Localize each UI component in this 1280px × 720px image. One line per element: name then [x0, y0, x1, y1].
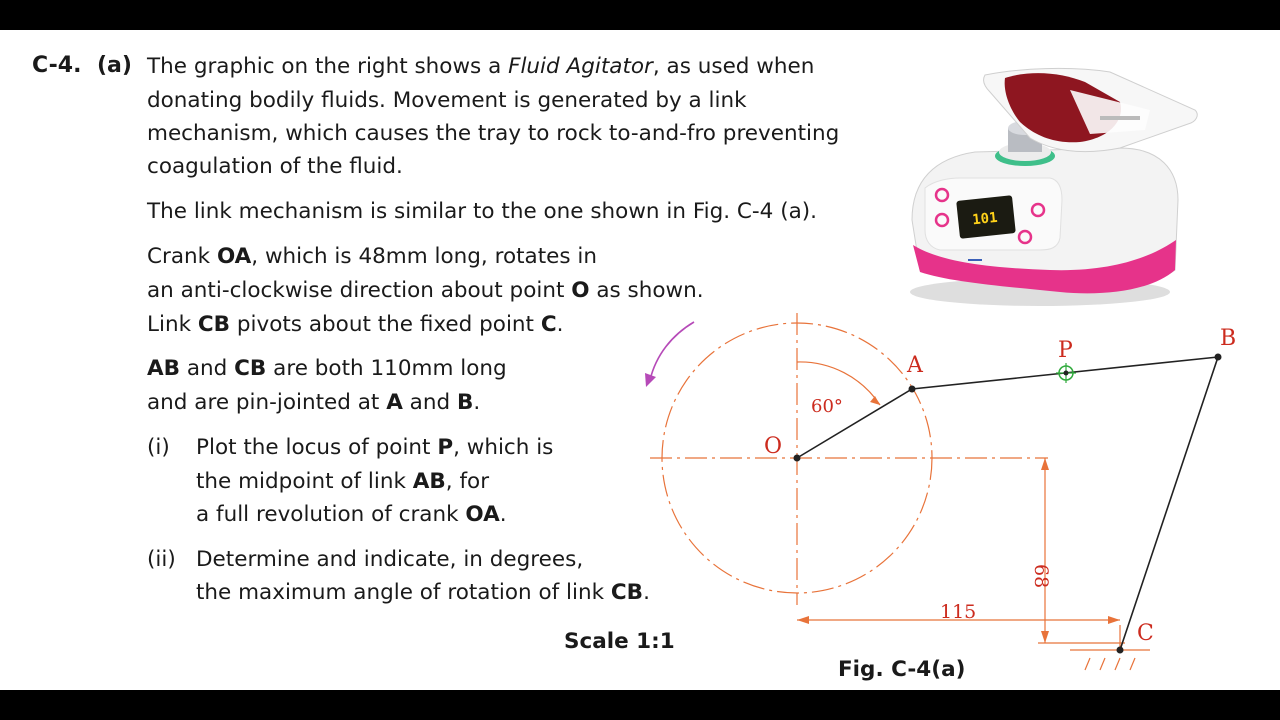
crank-line-1: Crank OA, which is 48mm long, rotates in: [147, 244, 598, 269]
label-a: A: [907, 353, 923, 378]
device-display-value: 101: [971, 209, 999, 229]
part-i-line-1: Plot the locus of point P, which is: [196, 435, 554, 460]
part-ii-number: (ii): [147, 547, 176, 572]
links-line-1: AB and CB are both 110mm long: [147, 356, 507, 381]
dim-label-115: 115: [940, 601, 977, 623]
scale-label: Scale 1:1: [564, 629, 675, 654]
dim-label-68: 68: [1030, 564, 1052, 589]
letterbox-top: [0, 0, 1280, 30]
question-number: C-4.: [32, 53, 82, 78]
crank-line-3: Link CB pivots about the fixed point C.: [147, 312, 564, 337]
point-b: [1215, 354, 1222, 361]
slide: [0, 30, 1280, 690]
intro-line-3: mechanism, which causes the tray to rock to-and-fro preventing: [147, 121, 840, 146]
links-line-2: and are pin-jointed at A and B.: [147, 390, 481, 415]
similar-line: The link mechanism is similar to the one shown in Fig. C-4 (a).: [147, 199, 817, 224]
part-ii-line-2: the maximum angle of rotation of link CB.: [196, 580, 650, 605]
mechanism-diagram: [0, 30, 1280, 690]
angle-label: 60°: [811, 396, 843, 417]
crank-line-2: an anti-clockwise direction about point O as shown.: [147, 278, 704, 303]
rotation-arrow: [650, 322, 694, 380]
question-part: (a): [97, 53, 132, 78]
figure-caption: Fig. C-4(a): [838, 657, 966, 682]
label-c: C: [1137, 621, 1154, 646]
part-ii-line-1: Determine and indicate, in degrees,: [196, 547, 584, 572]
part-i-line-3: a full revolution of crank OA.: [196, 502, 507, 527]
letterbox-bottom: [0, 690, 1280, 720]
part-i-number: (i): [147, 435, 170, 460]
part-i-line-2: the midpoint of link AB, for: [196, 469, 490, 494]
point-c: [1117, 647, 1124, 654]
point-a: [909, 386, 916, 393]
intro-line-2: donating bodily fluids. Movement is generated by a link: [147, 88, 747, 113]
point-o: [794, 455, 801, 462]
label-p: P: [1058, 338, 1073, 363]
intro-line-1: The graphic on the right shows a Fluid Agitator, as used when: [147, 54, 815, 79]
label-o: O: [764, 434, 783, 459]
ground-hatch: [1085, 658, 1135, 670]
label-b: B: [1220, 326, 1237, 351]
intro-line-4: coagulation of the fluid.: [147, 154, 403, 179]
linkage: [797, 357, 1218, 650]
